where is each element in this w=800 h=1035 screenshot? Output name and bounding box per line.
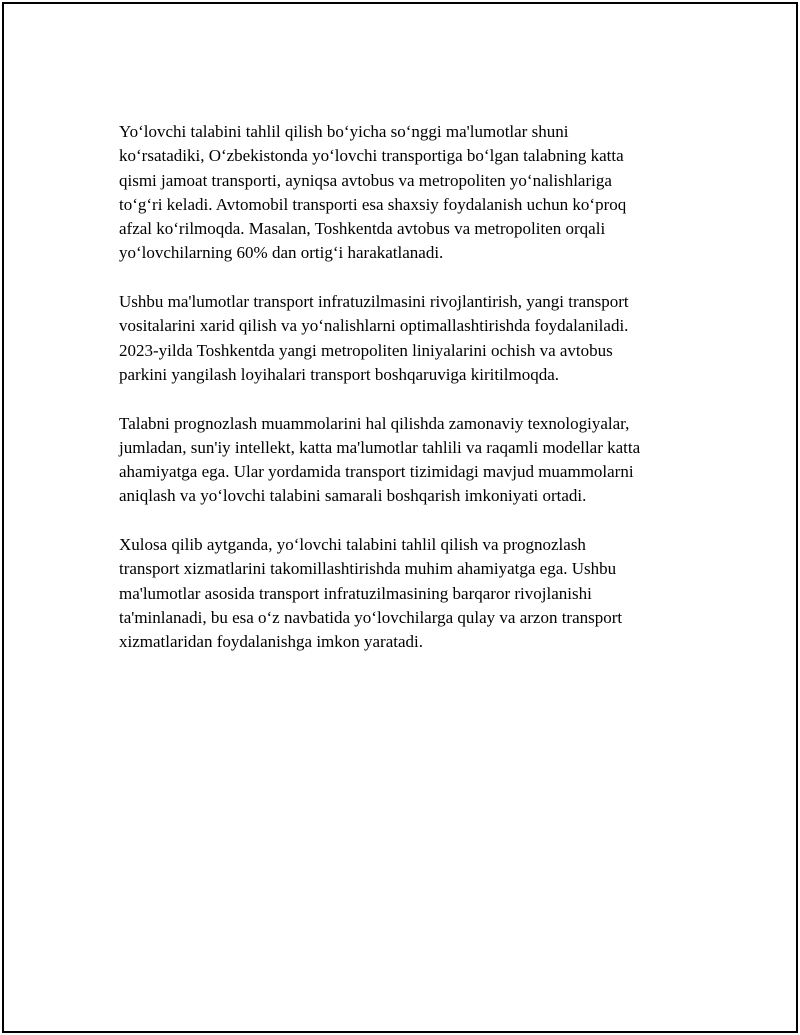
- text-line: ta'minlanadi, bu esa o‘z navbatida yo‘lovchilarga qulay va arzon transport: [119, 607, 623, 627]
- text-line: jumladan, sun'iy intellekt, katta ma'lumotlar tahlili va raqamli modellar katta: [119, 437, 641, 457]
- text-line: ko‘rsatadiki, O‘zbekistonda yo‘lovchi transportiga bo‘lgan talabning katta: [119, 146, 624, 166]
- text-line: transport xizmatlarini takomillashtirishda muhim ahamiyatga ega. Ushbu: [119, 559, 617, 579]
- text-line: Xulosa qilib aytganda, yo‘lovchi talabini tahlil qilish va prognozlash: [119, 535, 586, 555]
- text-line: to‘g‘ri keladi. Avtomobil transporti esa shaxsiy foydalanish uchun ko‘proq: [119, 194, 627, 214]
- text-line: aniqlash va yo‘lovchi talabini samarali boshqarish imkoniyati ortadi.: [119, 486, 587, 506]
- paragraph-4: [119, 533, 689, 654]
- text-line: afzal ko‘rilmoqda. Masalan, Toshkentda avtobus va metropoliten orqali: [119, 219, 606, 239]
- document-body: [119, 120, 689, 679]
- text-line: vositalarini xarid qilish va yo‘nalishlarni optimallashtirishda foydalaniladi.: [119, 316, 629, 336]
- paragraph-1: [119, 120, 689, 266]
- text-line: xizmatlaridan foydalanishga imkon yaratadi.: [119, 632, 424, 652]
- paragraph-2: [119, 290, 689, 387]
- text-line: Yo‘lovchi talabini tahlil qilish bo‘yicha so‘nggi ma'lumotlar shuni: [119, 122, 569, 141]
- text-line: ma'lumotlar asosida transport infratuzilmasining barqaror rivojlanishi: [119, 583, 592, 603]
- text-line: Talabni prognozlash muammolarini hal qilishda zamonaviy texnologiyalar,: [119, 413, 630, 433]
- text-line: 2023-yilda Toshkentda yangi metropoliten liniyalarini ochish va avtobus: [119, 340, 613, 360]
- text-line: yo‘lovchilarning 60% dan ortig‘i harakatlanadi.: [119, 243, 444, 263]
- text-line: Ushbu ma'lumotlar transport infratuzilmasini rivojlantirish, yangi transport: [119, 292, 629, 312]
- text-line: qismi jamoat transporti, ayniqsa avtobus va metropoliten yo‘nalishlariga: [119, 170, 612, 190]
- text-line: parkini yangilash loyihalari transport boshqaruviga kiritilmoqda.: [119, 364, 560, 384]
- document-page: [2, 2, 798, 1033]
- paragraph-3: [119, 412, 689, 509]
- text-line: ahamiyatga ega. Ular yordamida transport tizimidagi mavjud muammolarni: [119, 462, 634, 482]
